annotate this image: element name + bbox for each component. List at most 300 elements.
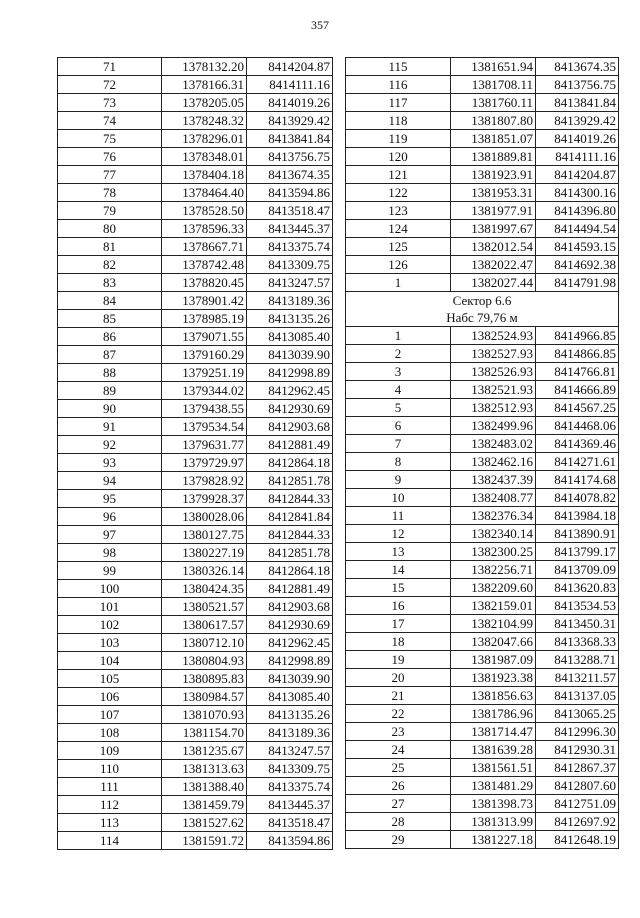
x-coordinate: 1378248.32	[162, 112, 247, 130]
table-row	[346, 417, 619, 435]
table-row	[58, 832, 333, 850]
y-coordinate: 8412903.68	[247, 598, 333, 616]
x-coordinate: 1381459.79	[162, 796, 247, 814]
x-coordinate: 1378464.40	[162, 184, 247, 202]
x-coordinate: 1381997.67	[451, 220, 536, 238]
y-coordinate: 8413450.31	[536, 615, 619, 633]
table-row	[346, 238, 619, 256]
y-coordinate: 8414204.87	[536, 166, 619, 184]
table-row	[58, 202, 333, 220]
y-coordinate: 8414019.26	[247, 94, 333, 112]
x-coordinate: 1381398.73	[451, 795, 536, 813]
x-coordinate: 1381889.81	[451, 148, 536, 166]
table-row	[346, 130, 619, 148]
y-coordinate: 8412841.84	[247, 508, 333, 526]
x-coordinate: 1382512.93	[451, 399, 536, 417]
y-coordinate: 8413841.84	[247, 130, 333, 148]
point-number: 116	[346, 76, 451, 94]
table-row	[58, 346, 333, 364]
y-coordinate: 8413518.47	[247, 814, 333, 832]
y-coordinate: 8413368.33	[536, 633, 619, 651]
y-coordinate: 8413189.36	[247, 724, 333, 742]
point-number: 80	[58, 220, 162, 238]
x-coordinate: 1382159.01	[451, 597, 536, 615]
x-coordinate: 1381651.94	[451, 58, 536, 76]
y-coordinate: 8413375.74	[247, 778, 333, 796]
table-row	[346, 471, 619, 489]
table-row	[346, 220, 619, 238]
x-coordinate: 1381856.63	[451, 687, 536, 705]
table-row	[346, 184, 619, 202]
table-row	[58, 382, 333, 400]
x-coordinate: 1381786.96	[451, 705, 536, 723]
y-coordinate: 8413135.26	[247, 310, 333, 328]
point-number: 72	[58, 76, 162, 94]
table-row	[58, 310, 333, 328]
x-coordinate: 1381313.99	[451, 813, 536, 831]
table-row	[58, 328, 333, 346]
point-number: 107	[58, 706, 162, 724]
x-coordinate: 1382104.99	[451, 615, 536, 633]
table-row	[346, 543, 619, 561]
y-coordinate: 8412807.60	[536, 777, 619, 795]
x-coordinate: 1381987.09	[451, 651, 536, 669]
point-number: 82	[58, 256, 162, 274]
table-row	[58, 76, 333, 94]
y-coordinate: 8413594.86	[247, 184, 333, 202]
x-coordinate: 1381154.70	[162, 724, 247, 742]
table-row	[58, 418, 333, 436]
y-coordinate: 8413518.47	[247, 202, 333, 220]
point-number: 113	[58, 814, 162, 832]
y-coordinate: 8413189.36	[247, 292, 333, 310]
point-number: 96	[58, 508, 162, 526]
table-row	[58, 238, 333, 256]
y-coordinate: 8413674.35	[536, 58, 619, 76]
point-number: 86	[58, 328, 162, 346]
table-row	[346, 453, 619, 471]
point-number: 84	[58, 292, 162, 310]
point-number: 23	[346, 723, 451, 741]
x-coordinate: 1379251.19	[162, 364, 247, 382]
y-coordinate: 8413309.75	[247, 760, 333, 778]
x-coordinate: 1381977.91	[451, 202, 536, 220]
y-coordinate: 8412962.45	[247, 382, 333, 400]
y-coordinate: 8414396.80	[536, 202, 619, 220]
point-number: 109	[58, 742, 162, 760]
y-coordinate: 8412930.31	[536, 741, 619, 759]
point-number: 26	[346, 777, 451, 795]
table-row	[58, 796, 333, 814]
point-number: 93	[58, 454, 162, 472]
table-row	[58, 292, 333, 310]
table-row	[58, 112, 333, 130]
table-row	[58, 94, 333, 112]
table-row	[346, 633, 619, 651]
y-coordinate: 8413534.53	[536, 597, 619, 615]
point-number: 111	[58, 778, 162, 796]
point-number: 118	[346, 112, 451, 130]
point-number: 3	[346, 363, 451, 381]
point-number: 1	[346, 274, 451, 292]
point-number: 95	[58, 490, 162, 508]
y-coordinate: 8412864.18	[247, 562, 333, 580]
x-coordinate: 1381235.67	[162, 742, 247, 760]
table-row	[346, 795, 619, 813]
point-number: 24	[346, 741, 451, 759]
y-coordinate: 8413247.57	[247, 274, 333, 292]
point-number: 13	[346, 543, 451, 561]
table-row	[58, 490, 333, 508]
x-coordinate: 1382437.39	[451, 471, 536, 489]
y-coordinate: 8414666.89	[536, 381, 619, 399]
x-coordinate: 1381953.31	[451, 184, 536, 202]
y-coordinate: 8413620.83	[536, 579, 619, 597]
y-coordinate: 8414766.81	[536, 363, 619, 381]
x-coordinate: 1382527.93	[451, 345, 536, 363]
x-coordinate: 1382483.02	[451, 435, 536, 453]
sector-subtitle: Набс 79,76 м	[346, 309, 619, 327]
point-number: 79	[58, 202, 162, 220]
point-number: 87	[58, 346, 162, 364]
x-coordinate: 1381714.47	[451, 723, 536, 741]
y-coordinate: 8412844.33	[247, 526, 333, 544]
y-coordinate: 8414019.26	[536, 130, 619, 148]
x-coordinate: 1379928.37	[162, 490, 247, 508]
point-number: 73	[58, 94, 162, 112]
left-coordinate-table	[57, 57, 333, 850]
y-coordinate: 8413709.09	[536, 561, 619, 579]
x-coordinate: 1380028.06	[162, 508, 247, 526]
y-coordinate: 8414369.46	[536, 435, 619, 453]
point-number: 1	[346, 327, 451, 345]
table-row	[58, 526, 333, 544]
y-coordinate: 8414494.54	[536, 220, 619, 238]
table-row	[58, 616, 333, 634]
point-number: 98	[58, 544, 162, 562]
y-coordinate: 8413984.18	[536, 507, 619, 525]
table-row	[346, 507, 619, 525]
point-number: 122	[346, 184, 451, 202]
table-row	[58, 742, 333, 760]
x-coordinate: 1378404.18	[162, 166, 247, 184]
point-number: 112	[58, 796, 162, 814]
x-coordinate: 1378205.05	[162, 94, 247, 112]
y-coordinate: 8413135.26	[247, 706, 333, 724]
x-coordinate: 1380984.57	[162, 688, 247, 706]
x-coordinate: 1381708.11	[451, 76, 536, 94]
point-number: 20	[346, 669, 451, 687]
point-number: 100	[58, 580, 162, 598]
x-coordinate: 1381388.40	[162, 778, 247, 796]
x-coordinate: 1378901.42	[162, 292, 247, 310]
point-number: 91	[58, 418, 162, 436]
point-number: 16	[346, 597, 451, 615]
table-row	[58, 436, 333, 454]
x-coordinate: 1380712.10	[162, 634, 247, 652]
x-coordinate: 1379160.29	[162, 346, 247, 364]
point-number: 123	[346, 202, 451, 220]
x-coordinate: 1380424.35	[162, 580, 247, 598]
y-coordinate: 8413594.86	[247, 832, 333, 850]
y-coordinate: 8412648.19	[536, 831, 619, 849]
point-number: 8	[346, 453, 451, 471]
x-coordinate: 1380617.57	[162, 616, 247, 634]
table-row	[346, 687, 619, 705]
right-coordinate-table	[345, 57, 619, 849]
table-row	[346, 615, 619, 633]
x-coordinate: 1381923.38	[451, 669, 536, 687]
x-coordinate: 1378166.31	[162, 76, 247, 94]
point-number: 104	[58, 652, 162, 670]
point-number: 9	[346, 471, 451, 489]
table-row	[346, 274, 619, 292]
table-row	[346, 166, 619, 184]
point-number: 94	[58, 472, 162, 490]
table-row	[58, 580, 333, 598]
table-row	[58, 688, 333, 706]
x-coordinate: 1382521.93	[451, 381, 536, 399]
y-coordinate: 8413375.74	[247, 238, 333, 256]
x-coordinate: 1381313.63	[162, 760, 247, 778]
x-coordinate: 1380804.93	[162, 652, 247, 670]
y-coordinate: 8414078.82	[536, 489, 619, 507]
table-row	[346, 345, 619, 363]
point-number: 71	[58, 58, 162, 76]
y-coordinate: 8412998.89	[247, 652, 333, 670]
y-coordinate: 8414791.98	[536, 274, 619, 292]
x-coordinate: 1379344.02	[162, 382, 247, 400]
table-row	[58, 508, 333, 526]
x-coordinate: 1381851.07	[451, 130, 536, 148]
point-number: 125	[346, 238, 451, 256]
table-row	[58, 148, 333, 166]
y-coordinate: 8414271.61	[536, 453, 619, 471]
table-row	[346, 489, 619, 507]
table-row	[58, 220, 333, 238]
y-coordinate: 8414593.15	[536, 238, 619, 256]
table-row	[346, 363, 619, 381]
y-coordinate: 8413756.75	[536, 76, 619, 94]
point-number: 105	[58, 670, 162, 688]
point-number: 25	[346, 759, 451, 777]
y-coordinate: 8413309.75	[247, 256, 333, 274]
x-coordinate: 1378348.01	[162, 148, 247, 166]
table-row	[346, 381, 619, 399]
x-coordinate: 1378742.48	[162, 256, 247, 274]
table-row	[346, 705, 619, 723]
table-row	[346, 831, 619, 849]
x-coordinate: 1380227.19	[162, 544, 247, 562]
table-row	[346, 148, 619, 166]
y-coordinate: 8412903.68	[247, 418, 333, 436]
table-row	[346, 777, 619, 795]
table-row	[58, 634, 333, 652]
x-coordinate: 1382047.66	[451, 633, 536, 651]
table-row	[346, 202, 619, 220]
x-coordinate: 1382499.96	[451, 417, 536, 435]
y-coordinate: 8413247.57	[247, 742, 333, 760]
y-coordinate: 8414692.38	[536, 256, 619, 274]
x-coordinate: 1381527.62	[162, 814, 247, 832]
x-coordinate: 1382340.14	[451, 525, 536, 543]
point-number: 110	[58, 760, 162, 778]
x-coordinate: 1380521.57	[162, 598, 247, 616]
x-coordinate: 1381591.72	[162, 832, 247, 850]
y-coordinate: 8413445.37	[247, 220, 333, 238]
x-coordinate: 1381807.80	[451, 112, 536, 130]
point-number: 19	[346, 651, 451, 669]
x-coordinate: 1379071.55	[162, 328, 247, 346]
table-row	[346, 669, 619, 687]
point-number: 124	[346, 220, 451, 238]
x-coordinate: 1380326.14	[162, 562, 247, 580]
table-row	[58, 598, 333, 616]
table-row	[346, 94, 619, 112]
table-row	[58, 724, 333, 742]
x-coordinate: 1382209.60	[451, 579, 536, 597]
point-number: 126	[346, 256, 451, 274]
point-number: 81	[58, 238, 162, 256]
y-coordinate: 8413288.71	[536, 651, 619, 669]
table-row	[58, 58, 333, 76]
point-number: 90	[58, 400, 162, 418]
x-coordinate: 1380127.75	[162, 526, 247, 544]
y-coordinate: 8414204.87	[247, 58, 333, 76]
x-coordinate: 1379534.54	[162, 418, 247, 436]
table-row	[346, 741, 619, 759]
y-coordinate: 8412864.18	[247, 454, 333, 472]
y-coordinate: 8412751.09	[536, 795, 619, 813]
point-number: 27	[346, 795, 451, 813]
point-number: 120	[346, 148, 451, 166]
point-number: 2	[346, 345, 451, 363]
x-coordinate: 1381760.11	[451, 94, 536, 112]
table-row	[58, 706, 333, 724]
x-coordinate: 1382408.77	[451, 489, 536, 507]
point-number: 6	[346, 417, 451, 435]
point-number: 76	[58, 148, 162, 166]
table-row	[346, 525, 619, 543]
y-coordinate: 8414866.85	[536, 345, 619, 363]
x-coordinate: 1382022.47	[451, 256, 536, 274]
x-coordinate: 1382012.54	[451, 238, 536, 256]
point-number: 117	[346, 94, 451, 112]
table-row	[346, 58, 619, 76]
x-coordinate: 1379828.92	[162, 472, 247, 490]
x-coordinate: 1382524.93	[451, 327, 536, 345]
x-coordinate: 1382256.71	[451, 561, 536, 579]
point-number: 88	[58, 364, 162, 382]
x-coordinate: 1378667.71	[162, 238, 247, 256]
point-number: 78	[58, 184, 162, 202]
y-coordinate: 8414966.85	[536, 327, 619, 345]
y-coordinate: 8412962.45	[247, 634, 333, 652]
point-number: 5	[346, 399, 451, 417]
table-row	[58, 778, 333, 796]
table-row	[346, 813, 619, 831]
y-coordinate: 8414468.06	[536, 417, 619, 435]
y-coordinate: 8413039.90	[247, 346, 333, 364]
point-number: 22	[346, 705, 451, 723]
point-number: 108	[58, 724, 162, 742]
x-coordinate: 1378296.01	[162, 130, 247, 148]
x-coordinate: 1380895.83	[162, 670, 247, 688]
table-row	[346, 399, 619, 417]
point-number: 4	[346, 381, 451, 399]
table-row	[346, 561, 619, 579]
y-coordinate: 8412851.78	[247, 472, 333, 490]
table-row	[346, 579, 619, 597]
y-coordinate: 8413929.42	[536, 112, 619, 130]
sector-title-row	[346, 292, 619, 310]
x-coordinate: 1382526.93	[451, 363, 536, 381]
y-coordinate: 8414111.16	[247, 76, 333, 94]
y-coordinate: 8412697.92	[536, 813, 619, 831]
point-number: 18	[346, 633, 451, 651]
point-number: 85	[58, 310, 162, 328]
y-coordinate: 8413756.75	[247, 148, 333, 166]
point-number: 115	[346, 58, 451, 76]
point-number: 97	[58, 526, 162, 544]
point-number: 28	[346, 813, 451, 831]
x-coordinate: 1378985.19	[162, 310, 247, 328]
x-coordinate: 1381923.91	[451, 166, 536, 184]
y-coordinate: 8412930.69	[247, 400, 333, 418]
y-coordinate: 8414111.16	[536, 148, 619, 166]
sector-title: Сектор 6.6	[346, 292, 619, 310]
x-coordinate: 1379438.55	[162, 400, 247, 418]
point-number: 75	[58, 130, 162, 148]
x-coordinate: 1381481.29	[451, 777, 536, 795]
x-coordinate: 1382462.16	[451, 453, 536, 471]
table-row	[346, 256, 619, 274]
x-coordinate: 1381561.51	[451, 759, 536, 777]
point-number: 10	[346, 489, 451, 507]
point-number: 102	[58, 616, 162, 634]
y-coordinate: 8413137.05	[536, 687, 619, 705]
table-row	[58, 274, 333, 292]
table-row	[58, 364, 333, 382]
table-row	[58, 472, 333, 490]
y-coordinate: 8412996.30	[536, 723, 619, 741]
y-coordinate: 8412844.33	[247, 490, 333, 508]
point-number: 12	[346, 525, 451, 543]
table-row	[346, 327, 619, 345]
point-number: 11	[346, 507, 451, 525]
x-coordinate: 1379729.97	[162, 454, 247, 472]
table-row	[346, 759, 619, 777]
x-coordinate: 1378820.45	[162, 274, 247, 292]
point-number: 114	[58, 832, 162, 850]
x-coordinate: 1378132.20	[162, 58, 247, 76]
y-coordinate: 8413929.42	[247, 112, 333, 130]
x-coordinate: 1381070.93	[162, 706, 247, 724]
table-row	[58, 130, 333, 148]
point-number: 119	[346, 130, 451, 148]
point-number: 106	[58, 688, 162, 706]
sector-subtitle-row	[346, 309, 619, 327]
y-coordinate: 8414567.25	[536, 399, 619, 417]
y-coordinate: 8412851.78	[247, 544, 333, 562]
table-row	[58, 184, 333, 202]
table-row	[346, 76, 619, 94]
table-row	[58, 166, 333, 184]
table-row	[346, 435, 619, 453]
table-row	[58, 400, 333, 418]
table-row	[58, 256, 333, 274]
point-number: 83	[58, 274, 162, 292]
